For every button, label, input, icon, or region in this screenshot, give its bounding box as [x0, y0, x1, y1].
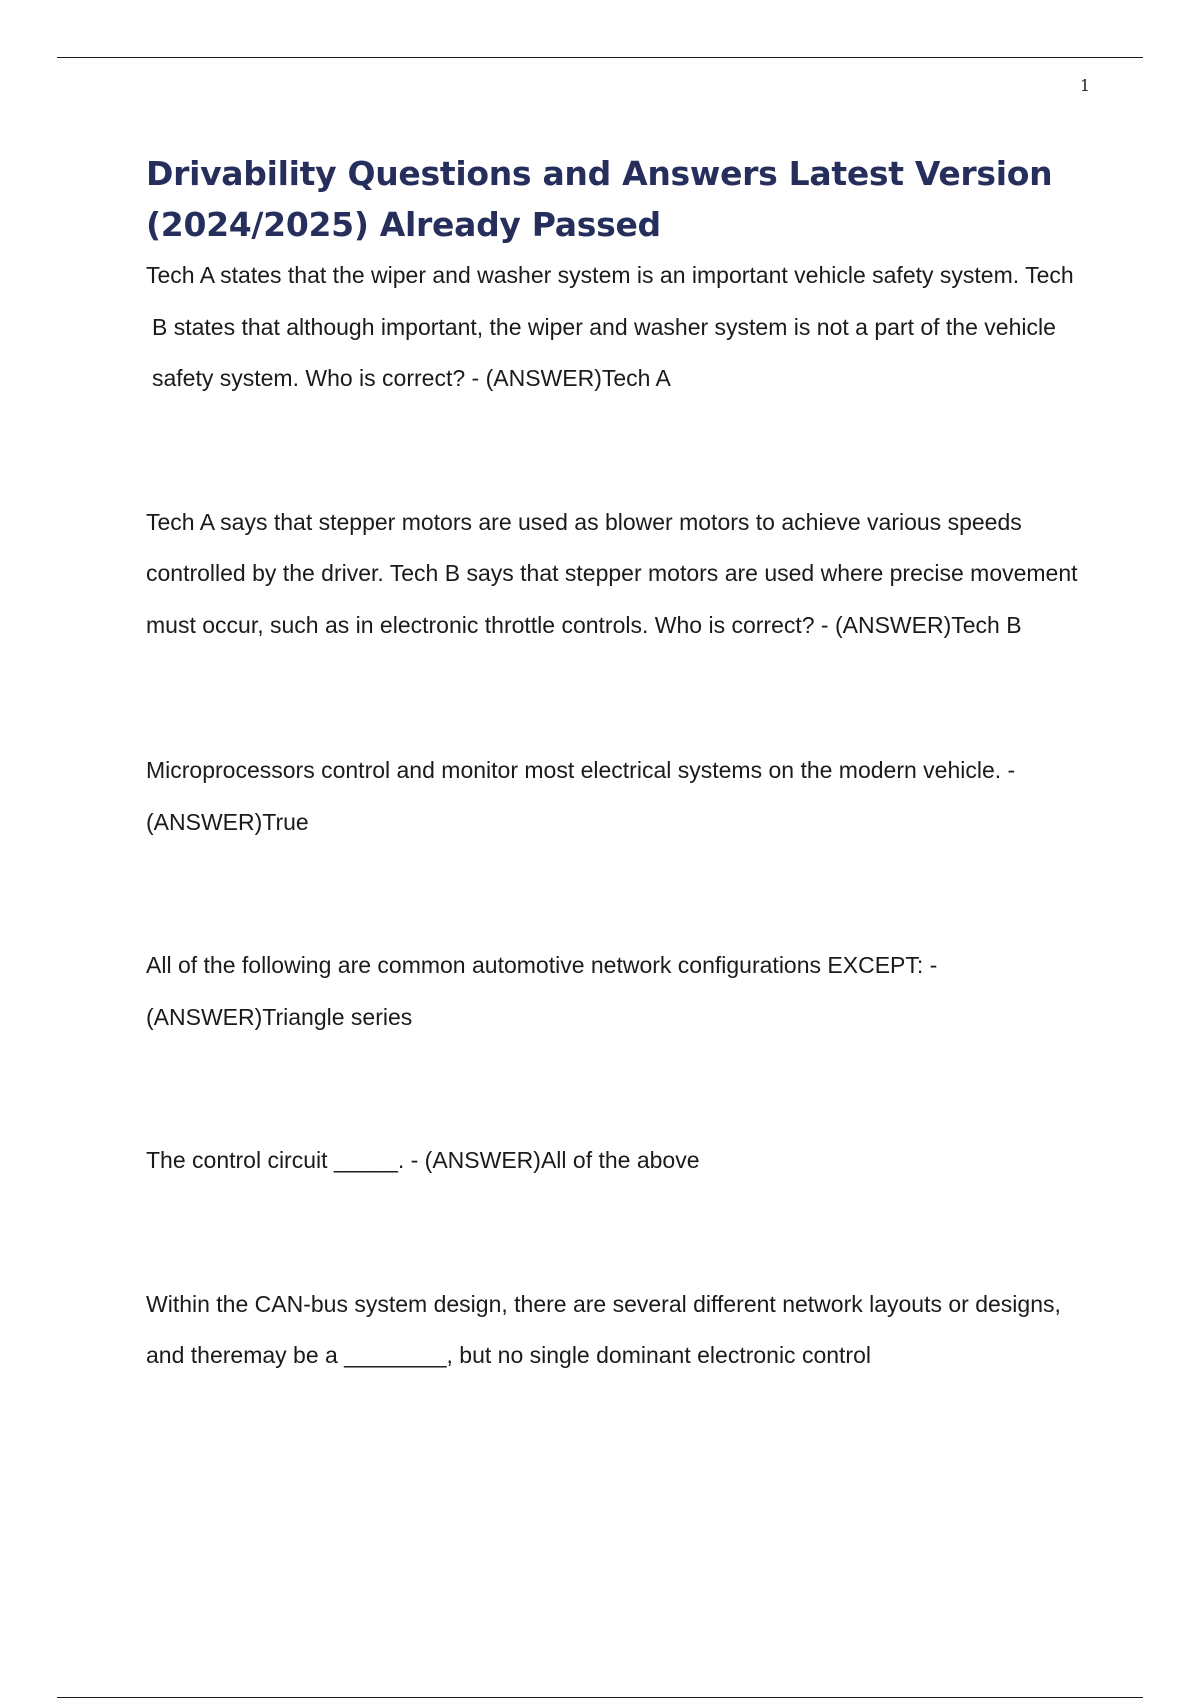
qa-item: The control circuit _____. - (ANSWER)All of the above: [146, 1147, 700, 1173]
header-rule: [57, 57, 1143, 58]
document-title: Drivability Questions and Answers Latest Version (2024/2025) Already Passed: [146, 154, 1053, 244]
page-number: 1: [1079, 76, 1090, 95]
qa-item: Tech A says that stepper motors are used as blower motors to achieve various speeds controlled by the driver. Tech B says that stepper motors are used where precise movement must occur, such as in electronic throttle controls. Who is correct? - (ANSWER)Tech B: [146, 508, 1078, 638]
qa-item: All of the following are common automotive network configurations EXCEPT: - (ANSWER)Triangle series: [146, 952, 938, 1030]
qa-item: Microprocessors control and monitor most electrical systems on the modern vehicle. - (ANSWER)True: [146, 757, 1016, 835]
footer-rule: [57, 1697, 1143, 1698]
qa-item: Tech A states that the wiper and washer system is an important vehicle safety system. Tech B states that although important, the wiper and washer system is not a part of the vehicle safety system. Who is correct? - (ANSWER)Tech A: [146, 262, 1074, 391]
qa-item: Within the CAN-bus system design, there are several different network layouts or designs, and theremay be a ________, but no single dominant electronic control: [146, 1290, 1061, 1368]
document-body: [146, 148, 1091, 1382]
